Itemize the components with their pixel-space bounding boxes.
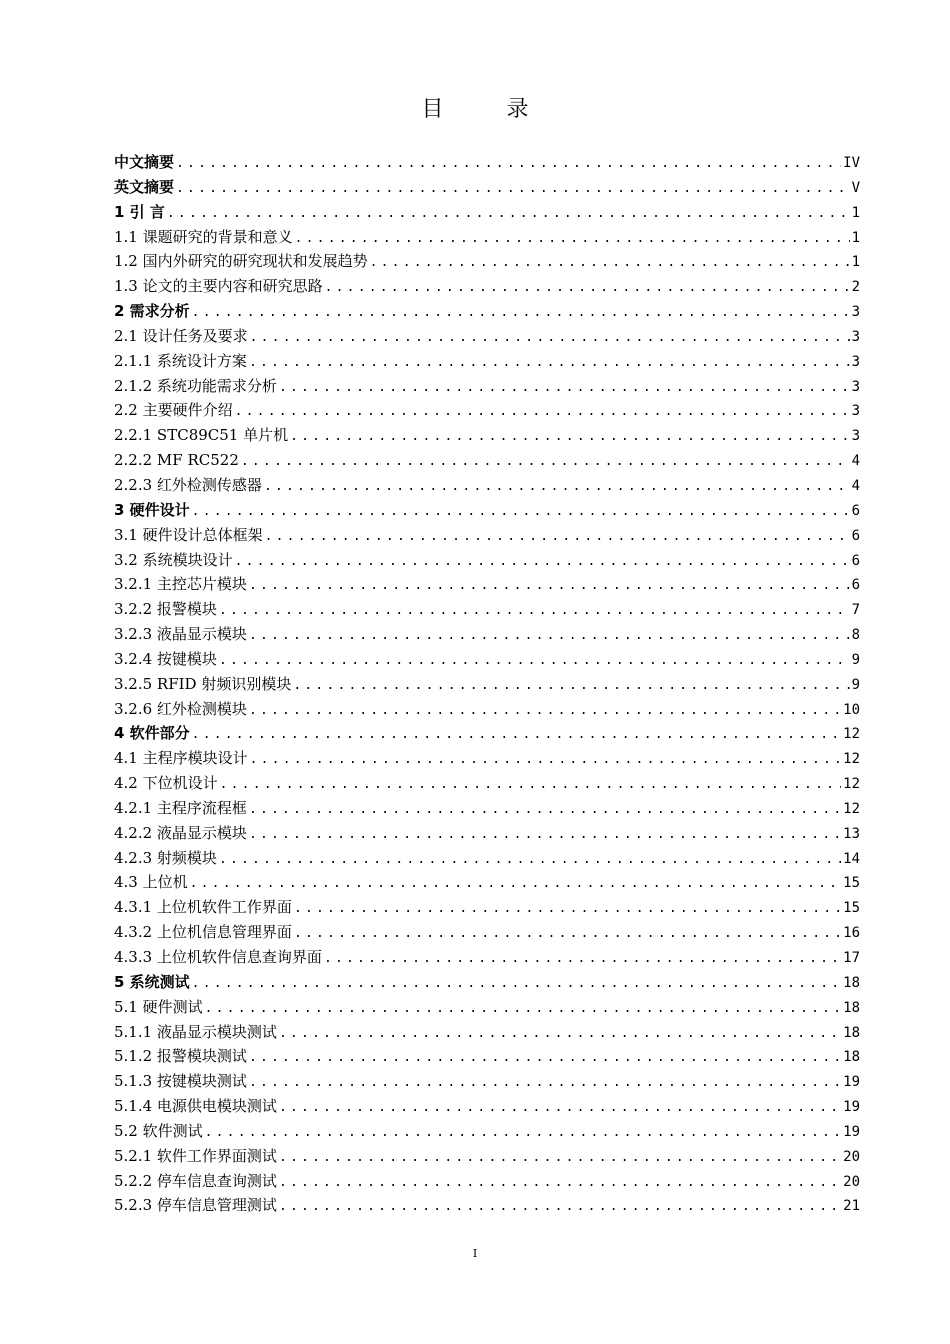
toc-dot-leader (279, 1195, 841, 1218)
toc-entry[interactable] (114, 398, 860, 423)
toc-entry-label: 3.2.6 红外检测模块 (114, 699, 247, 718)
toc-dot-leader (249, 1046, 841, 1069)
toc-entry[interactable] (114, 498, 860, 523)
toc-entry-page: 6 (851, 502, 860, 519)
toc-entry-label: 4.2.3 射频模块 (114, 848, 217, 867)
toc-dot-leader (249, 823, 841, 846)
toc-entry-page: 18 (843, 999, 860, 1016)
toc-entry-page: 20 (843, 1148, 860, 1165)
toc-entry[interactable] (114, 200, 860, 225)
toc-dot-leader (220, 773, 842, 796)
toc-entry-label: 5.2.1 软件工作界面测试 (114, 1146, 277, 1165)
toc-entry-label: 1 引 言 (114, 202, 165, 221)
toc-entry-label: 5.1.4 电源供电模块测试 (114, 1097, 277, 1116)
toc-entry-label: 5.1 硬件测试 (114, 997, 203, 1016)
toc-entry-label: 2.2 主要硬件介绍 (114, 401, 233, 420)
toc-entry[interactable] (114, 1119, 860, 1144)
toc-entry[interactable] (114, 846, 860, 871)
toc-dot-leader (192, 301, 850, 324)
toc-entry[interactable] (114, 473, 860, 498)
toc-entry-label: 2.2.1 STC89C51 单片机 (114, 426, 289, 445)
toc-entry[interactable] (114, 622, 860, 647)
toc-entry-label: 4.3.2 上位机信息管理界面 (114, 923, 292, 942)
toc-entry-label: 3.2 系统模块设计 (114, 550, 233, 569)
toc-entry[interactable] (114, 672, 860, 697)
table-of-contents (114, 150, 860, 1218)
toc-entry-label: 2.1.2 系统功能需求分析 (114, 376, 277, 395)
toc-entry-label: 3.2.5 RFID 射频识别模块 (114, 674, 292, 693)
toc-entry-label: 2.2.3 红外检测传感器 (114, 475, 262, 494)
toc-entry[interactable] (114, 920, 860, 945)
toc-entry-label: 3.2.3 液晶显示模块 (114, 625, 247, 644)
toc-entry[interactable] (114, 225, 860, 250)
toc-entry[interactable] (114, 299, 860, 324)
toc-entry-label: 5.2 软件测试 (114, 1121, 203, 1140)
toc-entry-page: 18 (843, 1024, 860, 1041)
toc-entry-page: 3 (851, 328, 860, 345)
toc-dot-leader (192, 500, 850, 523)
toc-entry-page: 3 (851, 353, 860, 370)
toc-entry[interactable] (114, 895, 860, 920)
toc-entry-label: 5.1.2 报警模块测试 (114, 1047, 247, 1066)
toc-dot-leader (219, 649, 850, 672)
toc-dot-leader (192, 972, 841, 995)
toc-dot-leader (325, 276, 850, 299)
toc-dot-leader (235, 400, 850, 423)
toc-entry[interactable] (114, 970, 860, 995)
toc-dot-leader (250, 748, 842, 771)
toc-entry-page: 20 (843, 1173, 860, 1190)
toc-dot-leader (235, 550, 850, 573)
toc-entry-page: 3 (851, 428, 860, 445)
toc-entry[interactable] (114, 1044, 860, 1069)
toc-entry[interactable] (114, 771, 860, 796)
toc-entry-label: 4.1 主程序模块设计 (114, 749, 248, 768)
toc-entry-label: 5.2.2 停车信息查询测试 (114, 1171, 277, 1190)
toc-entry[interactable] (114, 1144, 860, 1169)
toc-entry-label: 3 硬件设计 (114, 500, 190, 519)
toc-dot-leader (205, 997, 842, 1020)
toc-entry[interactable] (114, 1020, 860, 1045)
toc-entry[interactable] (114, 1094, 860, 1119)
toc-entry-page: 7 (851, 602, 860, 619)
toc-entry-label: 3.2.2 报警模块 (114, 600, 217, 619)
toc-entry[interactable] (114, 995, 860, 1020)
toc-dot-leader (279, 376, 850, 399)
toc-entry-page: 12 (843, 776, 860, 793)
toc-entry-page: 3 (851, 304, 860, 321)
toc-entry[interactable] (114, 423, 860, 448)
toc-entry-page: 10 (843, 701, 860, 718)
toc-entry-page: 1 (851, 204, 860, 221)
toc-entry-label: 2.1 设计任务及要求 (114, 326, 248, 345)
page-number: I (472, 1247, 478, 1260)
toc-entry[interactable] (114, 1193, 860, 1218)
toc-entry[interactable] (114, 548, 860, 573)
toc-entry-page: 2 (851, 279, 860, 296)
toc-entry-label: 2.1.1 系统设计方案 (114, 351, 247, 370)
toc-dot-leader (249, 699, 841, 722)
toc-entry-page: 12 (843, 751, 860, 768)
toc-dot-leader (205, 1121, 842, 1144)
toc-dot-leader (294, 897, 841, 920)
toc-dot-leader (249, 624, 850, 647)
toc-entry[interactable] (114, 150, 860, 175)
toc-dot-leader (295, 227, 850, 250)
toc-entry[interactable] (114, 796, 860, 821)
toc-entry-page: 4 (851, 477, 860, 494)
toc-entry[interactable] (114, 721, 860, 746)
toc-dot-leader (219, 599, 850, 622)
toc-entry-label: 5 系统测试 (114, 972, 190, 991)
toc-entry-page: 6 (851, 552, 860, 569)
toc-entry-label: 5.1.1 液晶显示模块测试 (114, 1022, 277, 1041)
toc-dot-leader (293, 674, 849, 697)
toc-dot-leader (279, 1146, 841, 1169)
toc-entry-page: 6 (851, 577, 860, 594)
toc-entry[interactable] (114, 821, 860, 846)
toc-entry[interactable] (114, 523, 860, 548)
toc-entry-label: 4.2 下位机设计 (114, 774, 218, 793)
toc-entry[interactable] (114, 249, 860, 274)
toc-entry-label: 1.2 国内外研究的研究现状和发展趋势 (114, 252, 368, 271)
toc-dot-leader (249, 798, 841, 821)
toc-entry[interactable] (114, 274, 860, 299)
toc-entry[interactable] (114, 324, 860, 349)
toc-entry-label: 4.3.3 上位机软件信息查询界面 (114, 948, 322, 966)
toc-entry[interactable] (114, 697, 860, 722)
toc-entry[interactable] (114, 448, 860, 473)
toc-entry-label: 4.3 上位机 (114, 873, 188, 892)
toc-entry-label: 英文摘要 (114, 177, 175, 196)
toc-entry[interactable] (114, 572, 860, 597)
toc-entry-page: 3 (851, 403, 860, 420)
toc-entry[interactable] (114, 746, 860, 771)
toc-entry-label: 5.2.3 停车信息管理测试 (114, 1196, 277, 1215)
toc-entry[interactable] (114, 374, 860, 399)
toc-entry[interactable] (114, 945, 860, 970)
toc-dot-leader (219, 848, 841, 871)
toc-dot-leader (192, 723, 841, 746)
toc-entry-page: 19 (843, 1123, 860, 1140)
toc-entry[interactable] (114, 349, 860, 374)
toc-dot-leader (279, 1022, 841, 1045)
toc-dot-leader (190, 872, 842, 895)
toc-entry-page: 19 (843, 1099, 860, 1116)
toc-dot-leader (294, 922, 841, 945)
toc-entry-page: 6 (851, 527, 860, 544)
toc-dot-leader (279, 1171, 841, 1194)
toc-dot-leader (370, 251, 850, 274)
toc-entry-page: 4 (851, 453, 860, 470)
toc-entry-page: 21 (843, 1198, 860, 1215)
toc-entry-label: 4 软件部分 (114, 724, 190, 743)
toc-dot-leader (249, 1071, 841, 1094)
toc-entry-page: 12 (843, 726, 860, 743)
toc-dot-leader (279, 1096, 841, 1119)
toc-entry[interactable] (114, 647, 860, 672)
toc-entry-page: 9 (851, 676, 860, 693)
toc-entry-label: 1.1 课题研究的背景和意义 (114, 227, 293, 246)
toc-entry-page: 13 (843, 825, 860, 842)
toc-entry-page: 19 (843, 1074, 860, 1091)
toc-entry-page: 17 (843, 950, 860, 966)
toc-entry-page: 1 (851, 229, 860, 246)
toc-entry[interactable] (114, 175, 860, 200)
toc-dot-leader (324, 947, 841, 970)
toc-entry-page: 18 (843, 974, 860, 991)
toc-entry-label: 3.2.4 按键模块 (114, 649, 217, 668)
toc-dot-leader (265, 525, 850, 548)
toc-entry[interactable] (114, 870, 860, 895)
toc-entry-label: 1.3 论文的主要内容和研究思路 (114, 277, 323, 296)
toc-entry-label: 2.2.2 MF RC522 (114, 451, 239, 470)
page-title: 目 录 (421, 97, 557, 122)
toc-entry-page: 8 (851, 627, 860, 644)
toc-entry-label: 3.1 硬件设计总体框架 (114, 525, 263, 544)
toc-entry-label: 中文摘要 (114, 153, 175, 171)
toc-dot-leader (241, 450, 850, 473)
toc-dot-leader (264, 475, 850, 498)
toc-dot-leader (250, 326, 850, 349)
toc-entry-page: 15 (843, 875, 860, 892)
toc-entry[interactable] (114, 1169, 860, 1194)
toc-entry-page: 9 (851, 651, 860, 668)
toc-entry-page: 18 (843, 1049, 860, 1066)
toc-dot-leader (249, 574, 850, 597)
toc-entry-page: 12 (843, 800, 860, 817)
toc-entry-label: 2 需求分析 (114, 302, 190, 321)
toc-dot-leader (167, 202, 850, 225)
toc-entry-label: 4.3.1 上位机软件工作界面 (114, 898, 292, 917)
toc-entry[interactable] (114, 1069, 860, 1094)
toc-dot-leader (176, 152, 841, 175)
toc-entry-page: 15 (843, 900, 860, 917)
toc-entry-page: 1 (851, 254, 860, 271)
toc-entry-label: 5.1.3 按键模块测试 (114, 1072, 247, 1091)
toc-entry-label: 4.2.1 主程序流程框 (114, 798, 247, 817)
toc-dot-leader (249, 351, 850, 374)
toc-entry-page: 16 (843, 925, 860, 942)
toc-entry-page: V (851, 179, 860, 196)
toc-dot-leader (290, 425, 849, 448)
toc-dot-leader (176, 177, 850, 200)
toc-entry-label: 3.2.1 主控芯片模块 (114, 575, 247, 594)
toc-entry-label: 4.2.2 液晶显示模块 (114, 823, 247, 842)
toc-entry-page: 3 (851, 378, 860, 395)
toc-entry-page: IV (843, 155, 860, 171)
toc-entry[interactable] (114, 597, 860, 622)
toc-entry-page: 14 (843, 850, 860, 867)
